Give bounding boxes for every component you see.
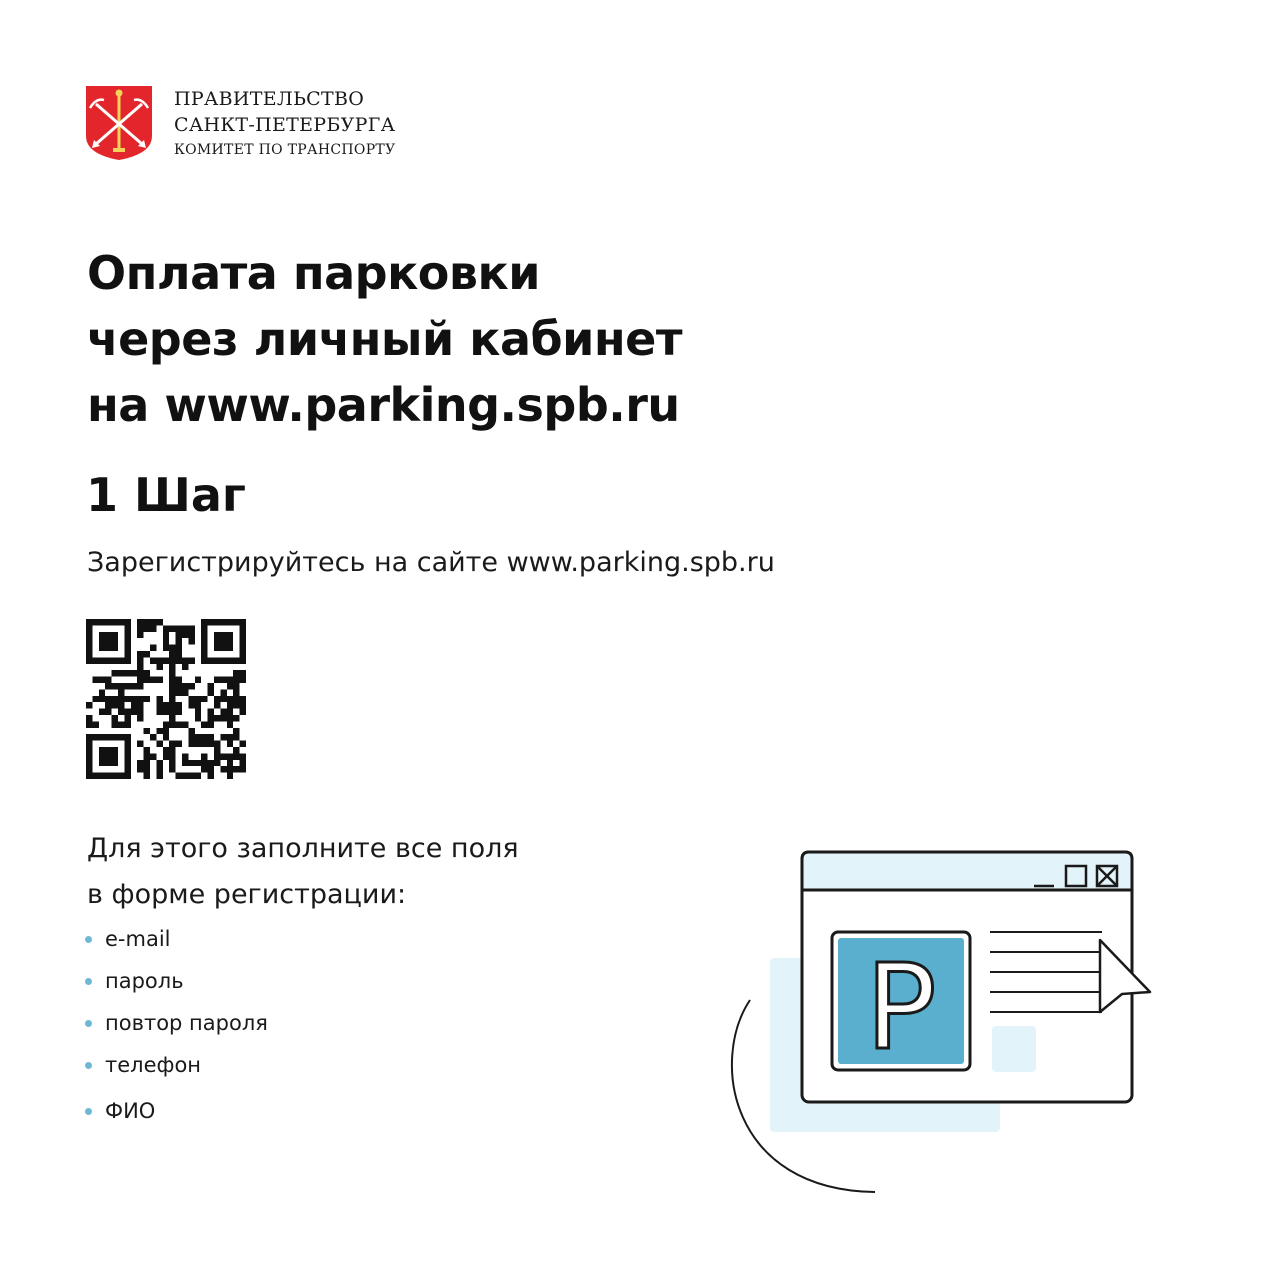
registration-fields-list [85,921,268,1135]
field-label: пароль [105,969,184,993]
spb-coat-of-arms-icon [84,84,154,162]
form-intro-line-1: Для этого заполните все поля [87,833,519,864]
form-intro-line-2: в форме регистрации: [87,879,407,910]
org-line-government: ПРАВИТЕЛЬСТВО [174,88,365,110]
field-label: ФИО [105,1099,156,1123]
bullet-icon [85,1062,92,1069]
qr-code-icon[interactable] [86,619,246,779]
parking-letter: P [865,938,937,1076]
title-line-3: на www.parking.spb.ru [87,378,680,432]
list-item [85,1093,268,1135]
org-line-city: САНКТ-ПЕТЕРБУРГА [174,114,396,136]
bullet-icon [85,978,92,985]
step-title: 1 Шаг [86,468,246,522]
list-item [85,963,268,1005]
list-item [85,921,268,963]
field-label: повтор пароля [105,1011,268,1035]
title-line-1: Оплата парковки [87,246,540,300]
header-logo [84,84,395,162]
org-line-committee: КОМИТЕТ ПО ТРАНСПОРТУ [174,142,396,158]
list-item [85,1047,268,1089]
form-instructions [87,826,519,918]
bullet-icon [85,1020,92,1027]
bullet-icon [85,1108,92,1115]
field-label: e-mail [105,927,171,951]
bullet-icon [85,936,92,943]
organization-name [174,86,395,162]
list-item [85,1005,268,1047]
parking-browser-window-icon [710,840,1170,1210]
step-description: Зарегистрируйтесь на сайте www.parking.spb.ru [87,547,775,578]
field-label: телефон [105,1053,202,1077]
page-title [87,240,682,438]
title-line-2: через личный кабинет [87,312,683,366]
